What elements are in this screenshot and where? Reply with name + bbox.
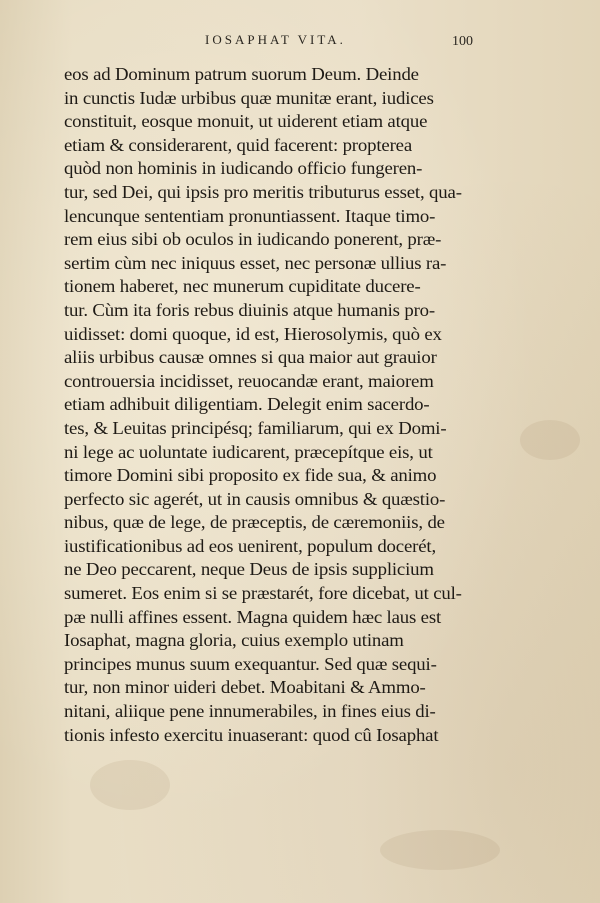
text-line: aliis urbibus causæ omnes si qua maior aut grauior — [64, 347, 437, 368]
text-line: iustificationibus ad eos uenirent, populum docerét, — [64, 535, 436, 556]
text-line: tes, & Leuitas principésq; familiarum, qui ex Domi- — [64, 417, 447, 438]
paper-stain — [520, 420, 580, 460]
text-line: lencunque sententiam pronuntiassent. Itaque timo- — [64, 205, 436, 226]
running-head: IOSAPHAT VITA. — [205, 32, 346, 47]
text-line: ni lege ac uoluntate iudicarent, præcepítque eis, ut — [64, 441, 433, 462]
text-line: sertim cùm nec iniquus esset, nec personæ ullius ra- — [64, 252, 447, 273]
text-line: ne Deo peccarent, neque Deus de ipsis supplicium — [64, 559, 434, 580]
text-line: eos ad Dominum patrum suorum Deum. Deinde — [64, 64, 419, 84]
text-line: perfecto sic agerét, ut in causis omnibus & quæstio- — [64, 488, 446, 509]
text-line: nitani, aliique pene innumerabiles, in fines eius di- — [64, 701, 436, 722]
text-line: Iosaphat, magna gloria, cuius exemplo utinam — [64, 630, 404, 651]
text-line: tionis infesto exercitu inuaserant: quod cû Iosaphat — [64, 724, 439, 745]
text-line: rem eius sibi ob oculos in iudicando ponerent, præ- — [64, 229, 442, 250]
text-line: uidisset: domi quoque, id est, Hierosolymis, quò ex — [64, 323, 442, 344]
text-line: controuersia incidisset, reuocandæ erant, maiorem — [64, 370, 434, 391]
paper-stain — [90, 760, 170, 810]
text-line: etiam adhibuit diligentiam. Delegit enim sacerdo- — [64, 394, 430, 415]
text-line: tur. Cùm ita foris rebus diuinis atque humanis pro- — [64, 299, 435, 320]
text-line: in cunctis Iudæ urbibus quæ munitæ erant, iudices — [64, 87, 434, 108]
paper-stain — [380, 830, 500, 870]
page-number: 100 — [452, 34, 473, 49]
text-line: tur, non minor uideri debet. Moabitani & Ammo- — [64, 677, 426, 698]
text-line: constituit, eosque monuit, ut uiderent etiam atque — [64, 111, 428, 132]
text-line: sumeret. Eos enim si se præstarét, fore dicebat, ut cul- — [64, 583, 462, 604]
text-line: tionem haberet, nec munerum cupiditate ducere- — [64, 276, 421, 297]
text-line: tur, sed Dei, qui ipsis pro meritis tributurus esset, qua- — [64, 181, 462, 202]
text-line: principes munus suum exequantur. Sed quæ sequi- — [64, 653, 437, 674]
text-line: pæ nulli affines essent. Magna quidem hæc laus est — [64, 606, 442, 627]
body-text — [64, 63, 484, 747]
text-line: quòd non hominis in iudicando officio fungeren- — [64, 158, 423, 179]
text-line: nibus, quæ de lege, de præceptis, de cæremoniis, de — [64, 512, 445, 533]
text-line: etiam & considerarent, quid facerent: propterea — [64, 134, 413, 155]
text-line: timore Domini sibi proposito ex fide sua, & animo — [64, 465, 437, 486]
